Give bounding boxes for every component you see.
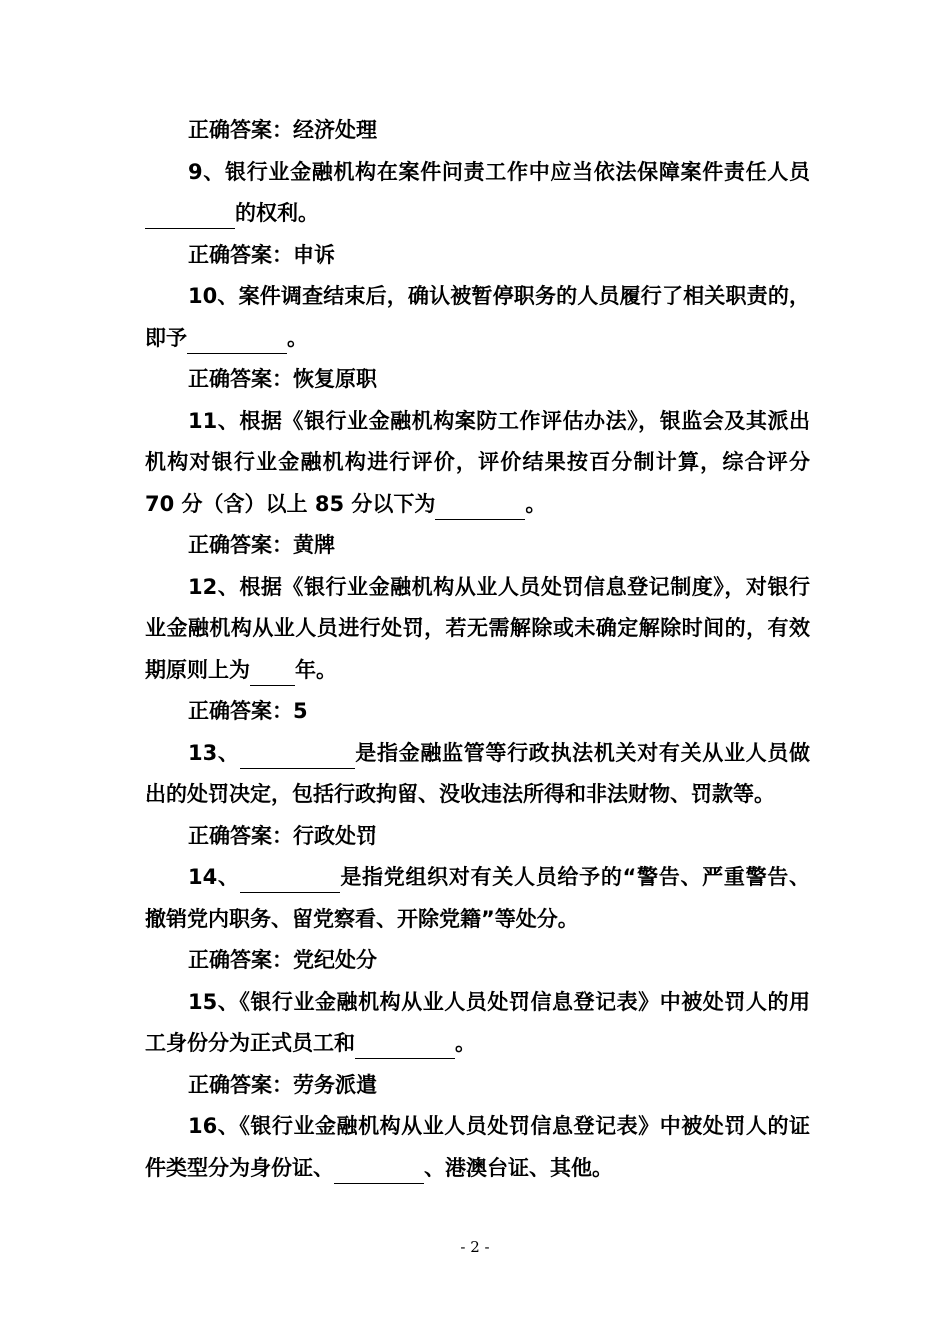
- answer-line-15: [145, 1065, 810, 1107]
- answer-blank: [145, 204, 235, 229]
- answer-line-11: [145, 525, 810, 567]
- question-text-after: 。: [455, 1031, 476, 1055]
- answer-label: 正确答案：: [188, 699, 293, 723]
- question-15: [145, 982, 810, 1065]
- answer-blank: [250, 661, 295, 686]
- answer-text: 行政处罚: [293, 823, 377, 848]
- question-text: 9、银行业金融机构在案件问责工作中应当依法保障案件责任人员: [188, 159, 810, 184]
- question-13: [145, 733, 810, 816]
- answer-text: 恢复原职: [293, 367, 377, 391]
- answer-label: 正确答案：: [188, 948, 293, 972]
- question-text-after: 、港澳台证、其他。: [424, 1155, 613, 1180]
- answer-line-13: [145, 816, 810, 858]
- answer-line-14: [145, 940, 810, 982]
- question-text-after: 。: [525, 491, 547, 516]
- question-12: [145, 567, 810, 692]
- question-text-after: 年。: [295, 657, 337, 682]
- answer-label: 正确答案：: [188, 533, 293, 557]
- answer-line-8: [145, 110, 810, 152]
- question-text-after: 的权利。: [235, 201, 319, 225]
- question-text: 13、: [188, 740, 240, 765]
- question-text: 14、: [188, 865, 240, 889]
- question-text: 11、根据《银行业金融机构案防工作评估办法》，银监会及其派出机构对银行业金融机构进行评价，评价结果按百分制计算，综合评分 70 分（含）以上 85 分以下为: [145, 408, 810, 516]
- question-text-after: 。: [287, 325, 308, 350]
- answer-text: 经济处理: [293, 118, 377, 142]
- answer-blank: [435, 495, 525, 520]
- page-number: - 2 -: [460, 1238, 490, 1256]
- question-11: [145, 401, 810, 526]
- answer-blank: [334, 1159, 424, 1184]
- question-text: 15、《银行业金融机构从业人员处罚信息登记表》中被处罚人的用工身份分为正式员工和: [145, 989, 810, 1055]
- answer-text: 5: [293, 699, 308, 723]
- answer-text: 劳务派遣: [293, 1072, 377, 1097]
- answer-text: 申诉: [293, 242, 335, 267]
- answer-blank: [187, 329, 287, 354]
- answer-text: 党纪处分: [293, 948, 377, 972]
- document-body: [145, 110, 810, 1189]
- answer-label: 正确答案：: [188, 823, 293, 848]
- answer-line-12: [145, 691, 810, 733]
- answer-label: 正确答案：: [188, 118, 293, 142]
- answer-blank: [240, 868, 340, 893]
- question-14: [145, 857, 810, 940]
- question-text-after: 是指党组织对有关人员给予的“警告、严重警告、撤销党内职务、留党察看、开除党籍”等处分。: [145, 865, 810, 931]
- answer-label: 正确答案：: [188, 367, 293, 391]
- answer-label: 正确答案：: [188, 1072, 293, 1097]
- question-16: [145, 1106, 810, 1189]
- question-text: 10、案件调查结束后，确认被暂停职务的人员履行了相关职责的，即予: [145, 284, 810, 350]
- question-text: 16、《银行业金融机构从业人员处罚信息登记表》中被处罚人的证件类型分为身份证、: [145, 1114, 810, 1180]
- answer-line-9: [145, 235, 810, 277]
- answer-text: 黄牌: [293, 533, 335, 557]
- answer-blank: [355, 1034, 455, 1059]
- question-10: [145, 276, 810, 359]
- question-text-after: 是指金融监管等行政执法机关对有关从业人员做出的处罚决定，包括行政拘留、没收违法所得和非法财物、罚款等。: [145, 740, 811, 806]
- question-9: [145, 152, 810, 235]
- answer-label: 正确答案：: [188, 242, 293, 267]
- question-text: 12、根据《银行业金融机构从业人员处罚信息登记制度》，对银行业金融机构从业人员进行处罚，若无需解除或未确定解除时间的，有效期原则上为: [145, 574, 810, 682]
- answer-line-10: [145, 359, 810, 401]
- answer-blank: [240, 744, 355, 769]
